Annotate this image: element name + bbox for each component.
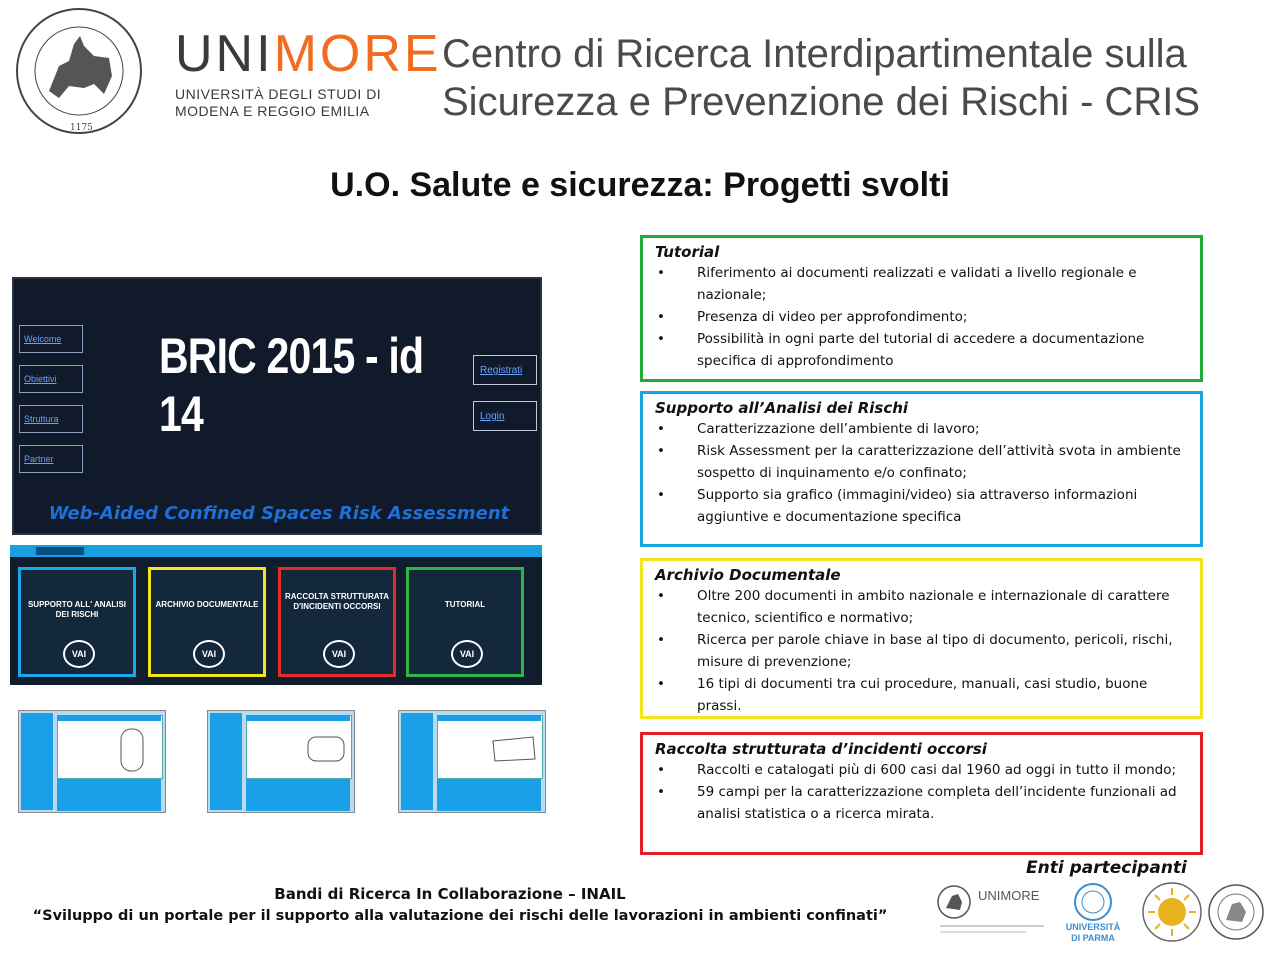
box-raccolta-incidenti <box>640 732 1203 855</box>
box-archivio <box>640 558 1203 719</box>
nav-struttura[interactable]: Struttura <box>19 405 83 433</box>
register-link[interactable]: Registrati <box>473 355 537 385</box>
svg-text:UNIVERSITÀ: UNIVERSITÀ <box>1065 922 1121 932</box>
partners-label: Enti partecipanti <box>1026 858 1187 878</box>
brand-subtitle-2: MODENA E REGGIO EMILIA <box>175 103 370 119</box>
center-title-line-1: Centro di Ricerca Interdipartimentale sulla <box>442 32 1187 76</box>
vai-button[interactable]: VAI <box>63 640 95 668</box>
box-list <box>655 262 1186 372</box>
university-seal-partner-logo <box>1206 882 1266 942</box>
tutorial-thumbnail <box>18 710 166 813</box>
box-list <box>655 759 1186 825</box>
box-title: Archivio Documentale <box>655 566 841 584</box>
login-link[interactable]: Login <box>473 401 537 431</box>
list-item: • Presenza di video per approfondimento; <box>655 306 1186 328</box>
tank-icon <box>115 725 149 773</box>
university-seal-logo <box>14 6 144 136</box>
svg-text:DI PARMA: DI PARMA <box>1071 933 1115 943</box>
tile-supporto-analisi[interactable] <box>18 567 136 677</box>
center-title <box>442 30 1200 126</box>
bric-portal-screenshot <box>12 277 542 535</box>
list-item: • 16 tipi di documenti tra cui procedure, manuali, casi studio, buone prassi. <box>655 673 1186 717</box>
tutorial-thumbnail <box>398 710 546 813</box>
center-title-line-2: Sicurezza e Prevenzione dei Rischi - CRIS <box>442 80 1201 124</box>
list-item: • Raccolti e catalogati più di 600 casi dal 1960 ad oggi in tutto il mondo; <box>655 759 1186 781</box>
portal-sections-screenshot <box>10 545 542 685</box>
footer-subtitle: “Sviluppo di un portale per il supporto alla valutazione dei rischi delle lavorazioni in ambienti confinati” <box>32 908 888 924</box>
tile-label: ARCHIVIO DOCUMENTALE <box>155 600 259 609</box>
tile-label: TUTORIAL <box>444 600 486 609</box>
box-title: Raccolta strutturata d’incidenti occorsi <box>655 740 987 758</box>
tutorial-thumbnail <box>207 710 355 813</box>
tank-icon <box>489 731 539 765</box>
list-item: • Oltre 200 documenti in ambito nazionale e internazionale di carattere tecnico, scientifico e normativo; <box>655 585 1186 629</box>
box-tutorial <box>640 235 1203 382</box>
nav-partner[interactable]: Partner <box>19 445 83 473</box>
portal-menu-bar <box>10 545 542 557</box>
brand-wordmark: UNIMORE <box>175 25 442 83</box>
list-item: • 59 campi per la caratterizzazione completa dell’incidente funzionali ad analisi statistica o a ricerca mirata. <box>655 781 1186 825</box>
sun-seal-logo <box>1140 880 1204 944</box>
nav-obiettivi[interactable]: Obiettivi <box>19 365 83 393</box>
list-item: • Caratterizzazione dell’ambiente di lavoro; <box>655 418 1186 440</box>
bric-title: BRIC 2015 - id 14 <box>159 328 424 442</box>
unimore-brand <box>175 25 442 120</box>
box-title: Supporto all’Analisi dei Rischi <box>655 399 909 417</box>
list-item: • Ricerca per parole chiave in base al tipo di documento, pericoli, rischi, misure di prevenzione; <box>655 629 1186 673</box>
footer-title: Bandi di Ricerca In Collaborazione – INAIL <box>274 885 626 903</box>
box-supporto-analisi <box>640 391 1203 547</box>
box-title: Tutorial <box>655 243 720 261</box>
tank-icon <box>304 731 348 767</box>
tile-tutorial[interactable] <box>406 567 524 677</box>
brand-subtitle-1: UNIVERSITÀ DEGLI STUDI DI <box>175 86 382 102</box>
box-list <box>655 585 1186 717</box>
tile-label: SUPPORTO ALL' ANALISI DEI RISCHI <box>27 600 127 619</box>
list-item: • Risk Assessment per la caratterizzazione dell’attività svota in ambiente sospetto di inquinamento e/o confinato; <box>655 440 1186 484</box>
parma-university-logo <box>1058 880 1128 946</box>
slide-title: U.O. Salute e sicurezza: Progetti svolti <box>330 166 950 204</box>
portal-menu-tab[interactable] <box>36 547 84 555</box>
vai-button[interactable]: VAI <box>323 640 355 668</box>
svg-text:1175: 1175 <box>70 123 93 133</box>
list-item: • Riferimento ai documenti realizzati e validati a livello regionale e nazionale; <box>655 262 1186 306</box>
svg-text:UNIMORE: UNIMORE <box>978 888 1040 903</box>
tile-archivio[interactable] <box>148 567 266 677</box>
nav-welcome[interactable]: Welcome <box>19 325 83 353</box>
unimore-partner-logo <box>936 880 1048 944</box>
vai-button[interactable]: VAI <box>193 640 225 668</box>
list-item: • Possibilità in ogni parte del tutorial di accedere a documentazione specifica di approfondimento <box>655 328 1186 372</box>
tile-label: RACCOLTA STRUTTURATA D'INCIDENTI OCCORSI <box>285 592 389 611</box>
box-list <box>655 418 1186 528</box>
vai-button[interactable]: VAI <box>451 640 483 668</box>
list-item: • Supporto sia grafico (immagini/video) sia attraverso informazioni aggiuntive e documentazione specifica <box>655 484 1186 528</box>
bric-subtitle: Web-Aided Confined Spaces Risk Assessment <box>48 503 510 524</box>
tile-raccolta-incidenti[interactable] <box>278 567 396 677</box>
